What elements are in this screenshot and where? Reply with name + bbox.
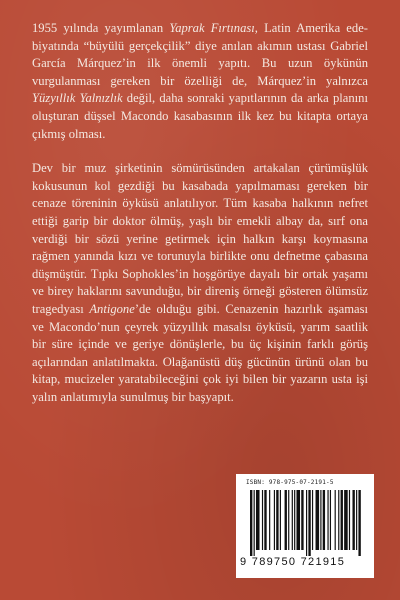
barcode-digits: 9 789750 721915 — [240, 556, 346, 568]
book-title-italic: Yaprak Fırtınası — [169, 21, 255, 35]
blurb-run: değil, daha sonraki yapıtlarının da arka planını oluşturan düşsel Macondo kasabasının ilk kez bu kitapta ortaya çıkmış olması. — [32, 91, 368, 141]
blurb-text — [32, 20, 368, 406]
blurb-run: 1955 yılında yayımlanan — [32, 21, 170, 35]
blurb-paragraph-1 — [32, 20, 368, 143]
barcode-icon — [250, 490, 362, 556]
barcode-label — [236, 474, 374, 578]
blurb-run: , Latin Amerika edebiyatında “büyülü gerçekçilik” diye anılan akımın ustası Gabriel García Márquez’in ilk önemli yapıtı. Bu uzun öykünün vurgulanması gereken bir özelliği de, Márquez’in yalnızca — [32, 21, 368, 88]
blurb-run: Dev bir muz şirketinin sömürüsünden artakalan çürümüşlük kokusunun kol gezdiği bu kasabada yapılmaması gereken bir cenaze töreninin öyküsü anlatılıyor. Tüm kasaba halkının nefret ettiği garip bir doktor ölmüş, yaşlı bir emekli albay da, sırf ona verdiği bir sözü yerine getirmek için halkın karşı koymasına rağmen yanında kızı ve torunuyla birlikte onu defnetme çabasına düşmüştür. Tıpkı Sophokles’in hoşgörüye dayalı bir ortak yaşamı ve birey haklarını savunduğu, bir direniş örneği gösteren ölümsüz tragedyası — [32, 161, 368, 316]
isbn-text: ISBN: 978-975-07-2191-5 — [246, 479, 334, 486]
blurb-paragraph-2 — [32, 160, 368, 406]
book-title-italic: Antigone — [89, 301, 135, 316]
blurb-run: ’de olduğu gibi. Cenazenin hazırlık aşaması ve Macondo’nun çeyrek yüzyıllık masalsı öyküsü, yarım saatlik bir süre içinde ve geriye dönüşlerle, bu üç kişinin farklı görüş açılarından anlatılmakta. Olağanüstü düş gücünün ürünü olan bu kitap, mucizeler yaratabileceğini çok iyi bilen bir yazarın usta işi yalın anlatımıyla sunulmuş bir başyapıt. — [32, 301, 368, 404]
book-title-italic: Yüzyıllık Yalnızlık — [32, 91, 123, 106]
